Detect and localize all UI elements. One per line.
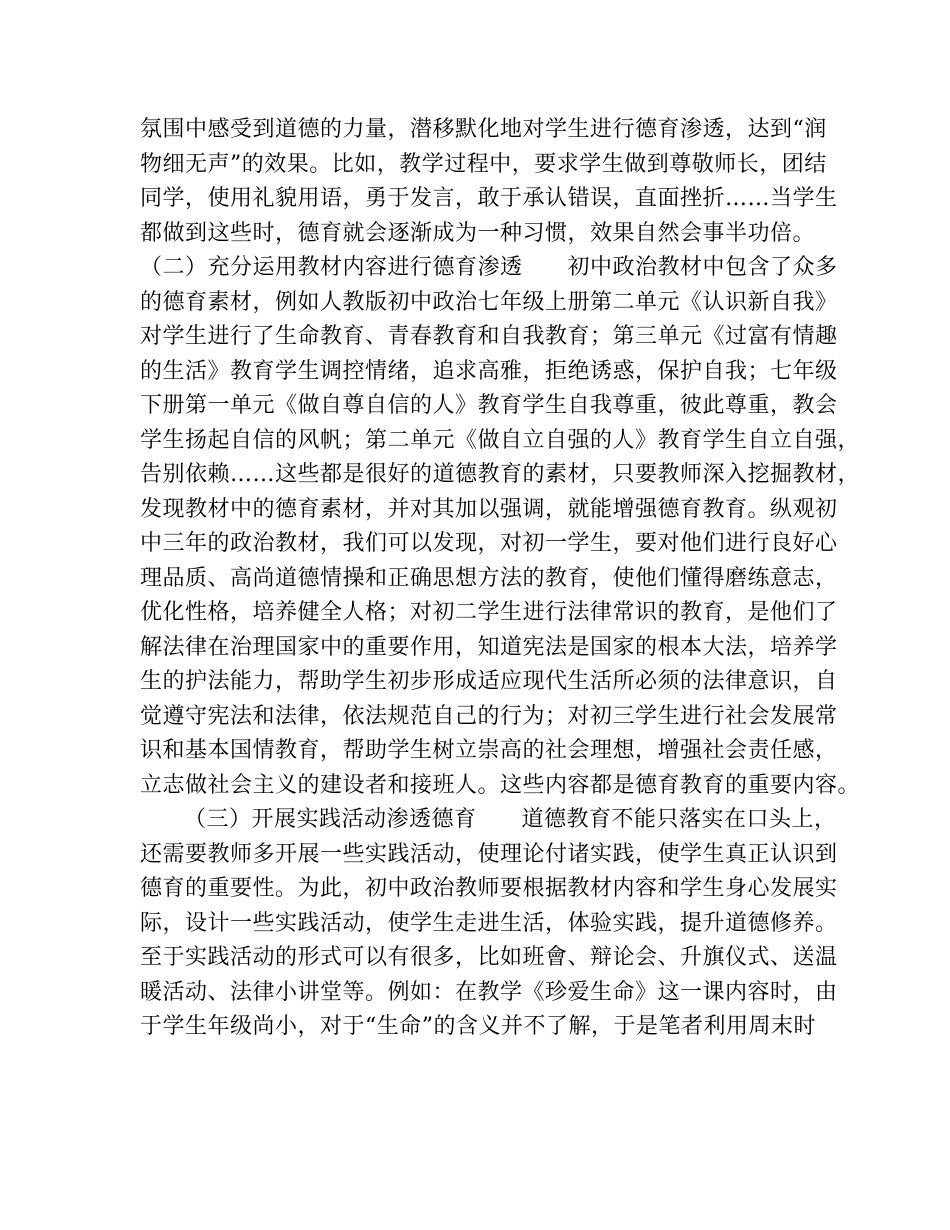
text-line: 际，设计一些实践活动，使学生走进生活，体验实践，提升道德修养。	[140, 910, 838, 936]
text-line: 觉遵守宪法和法律，依法规范自己的行为；对初三学生进行社会发展常	[140, 703, 838, 729]
text-line: 理品质、高尚道德情操和正确思想方法的教育，使他们懂得磨练意志，	[140, 565, 838, 591]
text-line: 氛围中感受到道德的力量，潜移默化地对学生进行德育渗透，达到“润	[140, 117, 827, 142]
text-line: 暖活动、法律小讲堂等。例如：在教学《珍爱生命》这一课内容时，由	[140, 979, 838, 1005]
text-line: 的生活》教育学生调控情绪，追求高雅，拒绝诱惑，保护自我；七年级	[140, 358, 838, 384]
text-line: 下册第一单元《做自尊自信的人》教育学生自我尊重，彼此尊重，教会	[140, 393, 838, 418]
text-line: 优化性格，培养健全人格；对初二学生进行法律常识的教育，是他们了	[140, 600, 838, 625]
text-line: 同学，使用礼貌用语，勇于发言，敢于承认错误，直面挫折……当学生	[140, 186, 838, 211]
text-line: 告别依赖……这些都是很好的道德教育的素材，只要教师深入挖掘教材，	[140, 462, 861, 487]
section-heading-2: （二）充分运用教材内容进行德育渗透 初中政治教材中包含了众多	[140, 255, 838, 280]
body-text	[140, 113, 861, 1045]
text-line: 的德育素材，例如人教版初中政治七年级上册第二单元《认识新自我》	[140, 289, 838, 315]
text-line: 都做到这些时，德育就会逐渐成为一种习惯，效果自然会事半功倍。	[140, 220, 816, 246]
text-line: 学生扬起自信的风帆；第二单元《做自立自强的人》教育学生自立自强，	[140, 427, 861, 453]
text-line: 至于实践活动的形式可以有很多，比如班會、辩论会、升旗仪式、送温	[140, 945, 838, 970]
text-line: 德育的重要性。为此，初中政治教师要根据教材内容和学生身心发展实	[140, 876, 838, 901]
text-line: 中三年的政治教材，我们可以发现，对初一学生，要对他们进行良好心	[140, 531, 838, 556]
text-line: 立志做社会主义的建设者和接班人。这些内容都是德育教育的重要内容。	[140, 772, 861, 798]
text-line: 解法律在治理国家中的重要作用，知道宪法是国家的根本大法，培养学	[140, 634, 838, 660]
text-line: 识和基本国情教育，帮助学生树立崇高的社会理想，增强社会责任感，	[140, 738, 838, 763]
text-line: 还需要教师多开展一些实践活动，使理论付诸实践，使学生真正认识到	[140, 841, 838, 867]
text-line: 发现教材中的德育素材，并对其加以强调，就能增强德育教育。纵观初	[140, 496, 838, 522]
text-line: 物细无声”的效果。比如，教学过程中，要求学生做到尊敬师长，团结	[140, 151, 827, 177]
text-line: 对学生进行了生命教育、青春教育和自我教育；第三单元《过富有情趣	[140, 324, 838, 349]
text-line: 生的护法能力，帮助学生初步形成适应现代生活所必须的法律意识，自	[140, 669, 838, 694]
section-heading-3: （三）开展实践活动渗透德育 道德教育不能只落实在口头上，	[184, 807, 837, 832]
text-line: 于学生年级尚小，对于“生命”的含义并不了解，于是笔者利用周末时	[140, 1014, 816, 1039]
